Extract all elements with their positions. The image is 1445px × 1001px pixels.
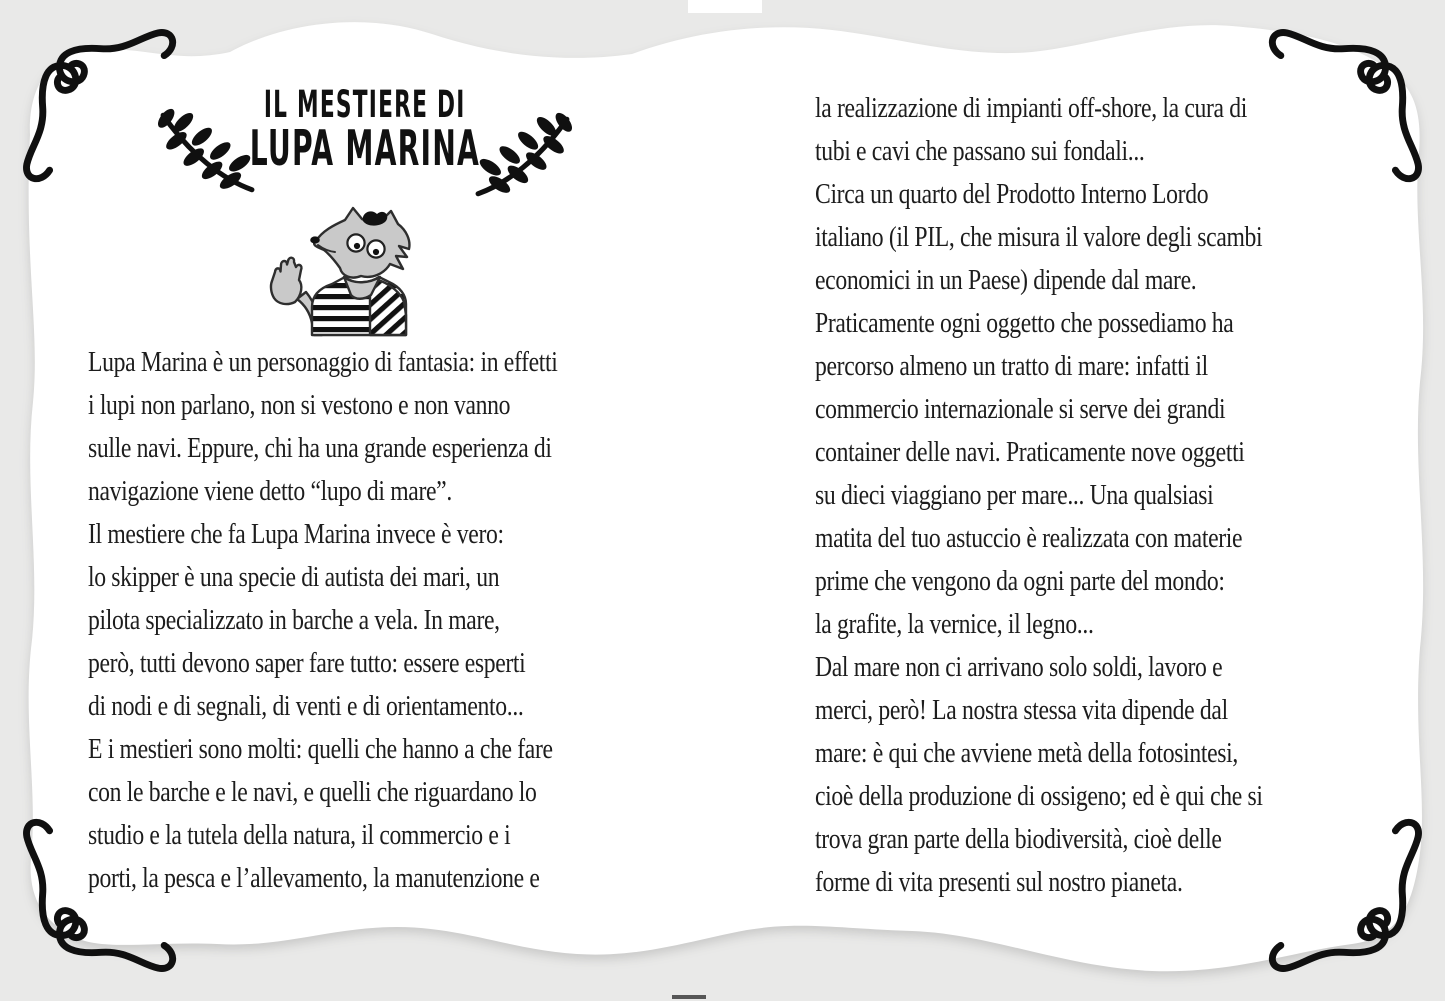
left-text-column bbox=[88, 341, 648, 900]
text-line: i lupi non parlano, non si vestono e non vanno bbox=[88, 390, 511, 421]
text-line: sulle navi. Eppure, chi ha una grande esperienza di bbox=[88, 433, 552, 464]
text-line: trova gran parte della biodiversità, cioè delle bbox=[815, 824, 1222, 855]
text-line: studio e la tutela della natura, il commercio e i bbox=[88, 820, 511, 851]
bottom-page-mark bbox=[672, 995, 706, 999]
text-line: navigazione viene detto “lupo di mare”. bbox=[88, 476, 452, 507]
text-line: economici in un Paese) dipende dal mare. bbox=[815, 265, 1197, 296]
wolf-mascot-illustration bbox=[258, 195, 482, 345]
text-line: la grafite, la vernice, il legno... bbox=[815, 609, 1094, 640]
text-line: italiano (il PIL, che misura il valore degli scambi bbox=[815, 222, 1263, 253]
top-page-notch bbox=[688, 0, 762, 13]
chapter-title-line2: LUPA MARINA bbox=[249, 119, 481, 178]
text-line: Il mestiere che fa Lupa Marina invece è vero: bbox=[88, 519, 504, 550]
text-line: container delle navi. Praticamente nove oggetti bbox=[815, 437, 1245, 468]
text-line: di nodi e di segnali, di venti e di orientamento... bbox=[88, 691, 524, 722]
text-line: Dal mare non ci arrivano solo soldi, lavoro e bbox=[815, 652, 1223, 683]
text-line: la realizzazione di impianti off-shore, la cura di bbox=[815, 93, 1248, 124]
text-line: Circa un quarto del Prodotto Interno Lordo bbox=[815, 179, 1209, 210]
text-line: matita del tuo astuccio è realizzata con materie bbox=[815, 523, 1243, 554]
text-line: E i mestieri sono molti: quelli che hanno a che fare bbox=[88, 734, 553, 765]
text-line: prime che vengono da ogni parte del mondo: bbox=[815, 566, 1225, 597]
text-line: percorso almeno un tratto di mare: infatti il bbox=[815, 351, 1208, 382]
text-line: su dieci viaggiano per mare... Una qualsiasi bbox=[815, 480, 1214, 511]
text-line: porti, la pesca e l’allevamento, la manutenzione e bbox=[88, 863, 540, 894]
text-line: Praticamente ogni oggetto che possediamo ha bbox=[815, 308, 1234, 339]
right-text-column bbox=[815, 87, 1380, 904]
text-line: tubi e cavi che passano sui fondali... bbox=[815, 136, 1145, 167]
text-line: commercio internazionale si serve dei grandi bbox=[815, 394, 1226, 425]
chapter-title-line1: IL MESTIERE DI bbox=[264, 83, 466, 127]
text-line: con le barche e le navi, e quelli che riguardano lo bbox=[88, 777, 537, 808]
laurel-branch-icon bbox=[472, 112, 574, 202]
text-line: Lupa Marina è un personaggio di fantasia: in effetti bbox=[88, 347, 558, 378]
text-line: cioè della produzione di ossigeno; ed è qui che si bbox=[815, 781, 1263, 812]
text-line: forme di vita presenti sul nostro pianeta. bbox=[815, 867, 1183, 898]
text-line: mare: è qui che avviene metà della fotosintesi, bbox=[815, 738, 1238, 769]
text-line: pilota specializzato in barche a vela. In mare, bbox=[88, 605, 500, 636]
text-line: però, tutti devono saper fare tutto: essere esperti bbox=[88, 648, 526, 679]
text-line: lo skipper è una specie di autista dei mari, un bbox=[88, 562, 500, 593]
text-line: merci, però! La nostra stessa vita dipende dal bbox=[815, 695, 1228, 726]
laurel-branch-icon bbox=[156, 108, 258, 198]
